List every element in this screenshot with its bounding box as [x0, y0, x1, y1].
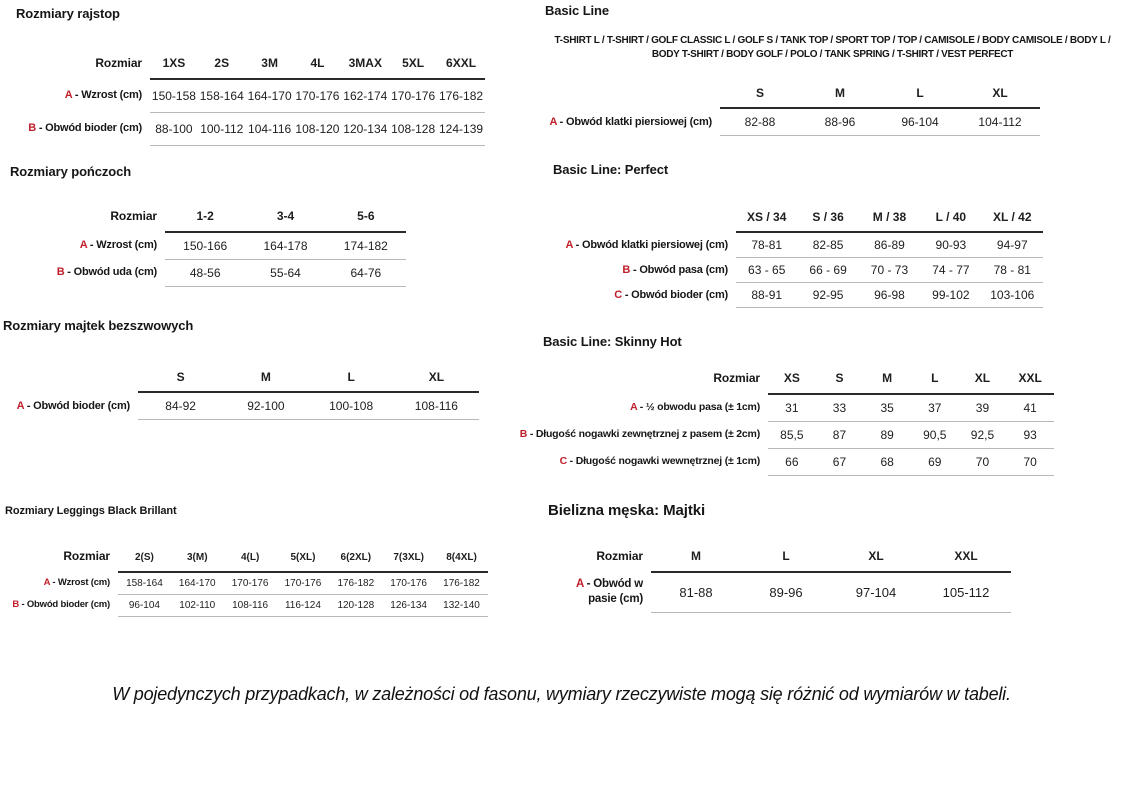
- row-label: A - Wzrost (cm): [43, 576, 110, 588]
- row-label: A - Wzrost (cm): [64, 89, 142, 102]
- size-value: 92-95: [797, 283, 858, 308]
- size-value: 66 - 69: [797, 258, 858, 283]
- table-majtki-meskie-grid: [560, 547, 1011, 613]
- size-value: 99-102: [920, 283, 981, 308]
- size-value: 88-96: [800, 108, 880, 136]
- column-header: M: [863, 369, 911, 394]
- corner-label: Rozmiar: [110, 209, 157, 223]
- size-value: 35: [863, 394, 911, 422]
- section-title-leggings: Rozmiary Leggings Black Brillant: [5, 505, 177, 517]
- basic-line-product-list: T-SHIRT L / T-SHIRT / GOLF CLASSIC L / GOLF S / TANK TOP / SPORT TOP / TOP / CAMISOLE / BODY CAMISOLE / BODY L / BODY T-SHIRT / BODY GOLF / POLO / TANK SPRING / T-SHIRT / VEST PERFECT: [554, 35, 1111, 60]
- size-value: 104-112: [960, 108, 1040, 136]
- table-rajstop: [10, 54, 485, 146]
- size-value: 158-164: [198, 79, 246, 113]
- size-value: 92-100: [223, 392, 308, 420]
- corner-label: Rozmiar: [596, 549, 643, 563]
- row-label: B - Obwód uda (cm): [56, 266, 157, 279]
- measure-key-letter: B: [56, 266, 65, 279]
- row-label: A - Obwód bioder (cm): [16, 399, 130, 412]
- section-title-basic-line: Basic Line: [545, 3, 610, 18]
- column-header: XL: [831, 547, 921, 572]
- size-value: 88-100: [150, 112, 198, 145]
- column-header: XL: [394, 368, 479, 392]
- row-label: A - ½ obwodu pasa (± 1cm): [630, 400, 760, 413]
- table-skinny-hot: [490, 369, 1054, 476]
- table-perfect: [520, 208, 1043, 308]
- size-value: 170-176: [224, 572, 277, 595]
- table-leggings: [0, 547, 488, 617]
- size-value: 37: [911, 394, 959, 422]
- corner-label: [515, 84, 720, 108]
- table-leggings-grid: [0, 547, 488, 617]
- size-value: 85,5: [768, 421, 816, 448]
- size-value: 82-85: [797, 232, 858, 258]
- size-value: 64-76: [326, 259, 406, 286]
- row-label: B - Obwód bioder (cm): [12, 598, 110, 610]
- column-header: XL: [959, 369, 1007, 394]
- size-value: 164-170: [171, 572, 224, 595]
- size-value: 150-158: [150, 79, 198, 113]
- size-value: 102-110: [171, 594, 224, 616]
- size-value: 63 - 65: [736, 258, 797, 283]
- section-title-perfect: Basic Line: Perfect: [553, 162, 669, 177]
- column-header: S: [816, 369, 864, 394]
- size-value: 116-124: [277, 594, 330, 616]
- size-value: 66: [768, 448, 816, 475]
- column-header: XXL: [1006, 369, 1054, 394]
- column-header: 7(3XL): [382, 547, 435, 572]
- column-header: S: [138, 368, 223, 392]
- section-title-ponczoch: Rozmiary pończoch: [10, 164, 132, 179]
- row-label: C - Długość nogawki wewnętrznej (± 1cm): [559, 454, 760, 467]
- size-value: 41: [1006, 394, 1054, 422]
- measure-key-letter: A: [64, 89, 73, 102]
- column-header: XL / 42: [982, 208, 1043, 232]
- column-header: 5XL: [389, 54, 437, 79]
- size-value: 90-93: [920, 232, 981, 258]
- size-value: 104-116: [246, 112, 294, 145]
- measure-key-letter: B: [622, 263, 631, 276]
- size-value: 176-182: [435, 572, 488, 595]
- table-majtek-bezszwowe-grid: [3, 368, 479, 420]
- size-value: 78 - 81: [982, 258, 1043, 283]
- measure-key-letter: A: [565, 238, 573, 251]
- column-header: 3MAX: [341, 54, 389, 79]
- measure-key-letter: B: [519, 427, 528, 440]
- corner-label: Rozmiar: [713, 371, 760, 385]
- measure-key-letter: B: [28, 122, 36, 135]
- size-value: 126-134: [382, 594, 435, 616]
- size-value: 96-104: [880, 108, 960, 136]
- size-value: 97-104: [831, 572, 921, 613]
- column-header: M / 38: [859, 208, 920, 232]
- size-value: 94-97: [982, 232, 1043, 258]
- column-header: L / 40: [920, 208, 981, 232]
- column-header: 5-6: [326, 207, 406, 232]
- column-header: S: [720, 84, 800, 108]
- size-value: 132-140: [435, 594, 488, 616]
- row-label: A - Obwód w pasie (cm): [575, 577, 643, 605]
- size-value: 68: [863, 448, 911, 475]
- size-value: 170-176: [389, 79, 437, 113]
- column-header: 3-4: [245, 207, 325, 232]
- section-title-majtki-meskie: Bielizna męska: Majtki: [548, 502, 706, 519]
- column-header: L: [309, 368, 394, 392]
- disclaimer-note: W pojedynczych przypadkach, w zależności od fasonu, wymiary rzeczywiste mogą się różnić od wymiarów w tabeli.: [112, 684, 1011, 704]
- measure-key-letter: A: [575, 577, 584, 590]
- size-value: 96-104: [118, 594, 171, 616]
- size-value: 150-166: [165, 232, 245, 260]
- column-header: 6(2XL): [329, 547, 382, 572]
- size-value: 55-64: [245, 259, 325, 286]
- size-value: 90,5: [911, 421, 959, 448]
- size-value: 89-96: [741, 572, 831, 613]
- column-header: L: [741, 547, 831, 572]
- size-value: 108-116: [394, 392, 479, 420]
- size-value: 158-164: [118, 572, 171, 595]
- column-header: 2S: [198, 54, 246, 79]
- table-basic-line: [515, 84, 1040, 136]
- corner-label: Rozmiar: [95, 56, 142, 70]
- column-header: M: [800, 84, 880, 108]
- size-value: 92,5: [959, 421, 1007, 448]
- size-value: 82-88: [720, 108, 800, 136]
- size-value: 170-176: [382, 572, 435, 595]
- column-header: S / 36: [797, 208, 858, 232]
- table-ponczoch-grid: [40, 207, 406, 287]
- measure-key-letter: A: [16, 399, 24, 412]
- size-value: 108-120: [294, 112, 342, 145]
- column-header: XL: [960, 84, 1040, 108]
- column-header: 1XS: [150, 54, 198, 79]
- table-basic-line-grid: [515, 84, 1040, 136]
- column-header: 4(L): [224, 547, 277, 572]
- column-header: L: [880, 84, 960, 108]
- size-value: 87: [816, 421, 864, 448]
- size-value: 33: [816, 394, 864, 422]
- size-value: 162-174: [341, 79, 389, 113]
- corner-label: [520, 208, 736, 232]
- column-header: M: [651, 547, 741, 572]
- size-value: 105-112: [921, 572, 1011, 613]
- size-value: 39: [959, 394, 1007, 422]
- size-value: 81-88: [651, 572, 741, 613]
- table-skinny-hot-grid: [490, 369, 1054, 476]
- row-label: A - Obwód klatki piersiowej (cm): [549, 115, 712, 128]
- column-header: 6XXL: [437, 54, 485, 79]
- table-majtek-bezszwowe: [3, 368, 479, 420]
- row-label: C - Obwód bioder (cm): [614, 288, 728, 301]
- column-header: 4L: [294, 54, 342, 79]
- column-header: 8(4XL): [435, 547, 488, 572]
- section-title-skinny-hot: Basic Line: Skinny Hot: [543, 334, 682, 349]
- size-value: 31: [768, 394, 816, 422]
- size-value: 74 - 77: [920, 258, 981, 283]
- size-value: 108-116: [224, 594, 277, 616]
- table-rajstop-grid: [10, 54, 485, 146]
- section-title-majtek-bezszwowe: Rozmiary majtek bezszwowych: [3, 318, 194, 333]
- column-header: XS: [768, 369, 816, 394]
- size-value: 93: [1006, 421, 1054, 448]
- measure-key-letter: C: [559, 454, 567, 467]
- size-value: 120-134: [341, 112, 389, 145]
- size-value: 78-81: [736, 232, 797, 258]
- size-value: 70: [959, 448, 1007, 475]
- table-majtki-meskie: [560, 547, 1011, 613]
- size-value: 86-89: [859, 232, 920, 258]
- table-perfect-grid: [520, 208, 1043, 308]
- size-value: 96-98: [859, 283, 920, 308]
- size-value: 174-182: [326, 232, 406, 260]
- size-value: 100-112: [198, 112, 246, 145]
- size-value: 164-170: [246, 79, 294, 113]
- column-header: M: [223, 368, 308, 392]
- column-header: 2(S): [118, 547, 171, 572]
- size-value: 67: [816, 448, 864, 475]
- corner-label: [3, 368, 138, 392]
- measure-key-letter: B: [12, 598, 19, 610]
- corner-label: Rozmiar: [63, 549, 110, 563]
- measure-key-letter: A: [549, 115, 557, 128]
- column-header: 3(M): [171, 547, 224, 572]
- size-value: 120-128: [329, 594, 382, 616]
- size-value: 176-182: [329, 572, 382, 595]
- row-label: B - Obwód pasa (cm): [622, 263, 728, 276]
- section-title-rajstop: Rozmiary rajstop: [16, 6, 120, 21]
- size-value: 88-91: [736, 283, 797, 308]
- size-value: 69: [911, 448, 959, 475]
- size-value: 170-176: [277, 572, 330, 595]
- row-label: A - Wzrost (cm): [79, 239, 157, 252]
- column-header: 5(XL): [277, 547, 330, 572]
- measure-key-letter: A: [630, 400, 638, 413]
- size-value: 100-108: [309, 392, 394, 420]
- size-value: 164-178: [245, 232, 325, 260]
- size-value: 48-56: [165, 259, 245, 286]
- column-header: XS / 34: [736, 208, 797, 232]
- size-value: 70: [1006, 448, 1054, 475]
- column-header: 3M: [246, 54, 294, 79]
- size-value: 70 - 73: [859, 258, 920, 283]
- row-label: B - Obwód bioder (cm): [28, 122, 142, 135]
- row-label: A - Obwód klatki piersiowej (cm): [565, 238, 728, 251]
- size-value: 124-139: [437, 112, 485, 145]
- measure-key-letter: C: [614, 288, 622, 301]
- column-header: L: [911, 369, 959, 394]
- size-value: 84-92: [138, 392, 223, 420]
- size-value: 103-106: [982, 283, 1043, 308]
- size-value: 170-176: [294, 79, 342, 113]
- column-header: 1-2: [165, 207, 245, 232]
- measure-key-letter: A: [43, 576, 50, 588]
- column-header: XXL: [921, 547, 1011, 572]
- row-label: B - Długość nogawki zewnętrznej z pasem (± 2cm): [519, 427, 760, 440]
- size-value: 108-128: [389, 112, 437, 145]
- table-ponczoch: [40, 207, 406, 287]
- measure-key-letter: A: [79, 239, 88, 252]
- size-value: 89: [863, 421, 911, 448]
- size-value: 176-182: [437, 79, 485, 113]
